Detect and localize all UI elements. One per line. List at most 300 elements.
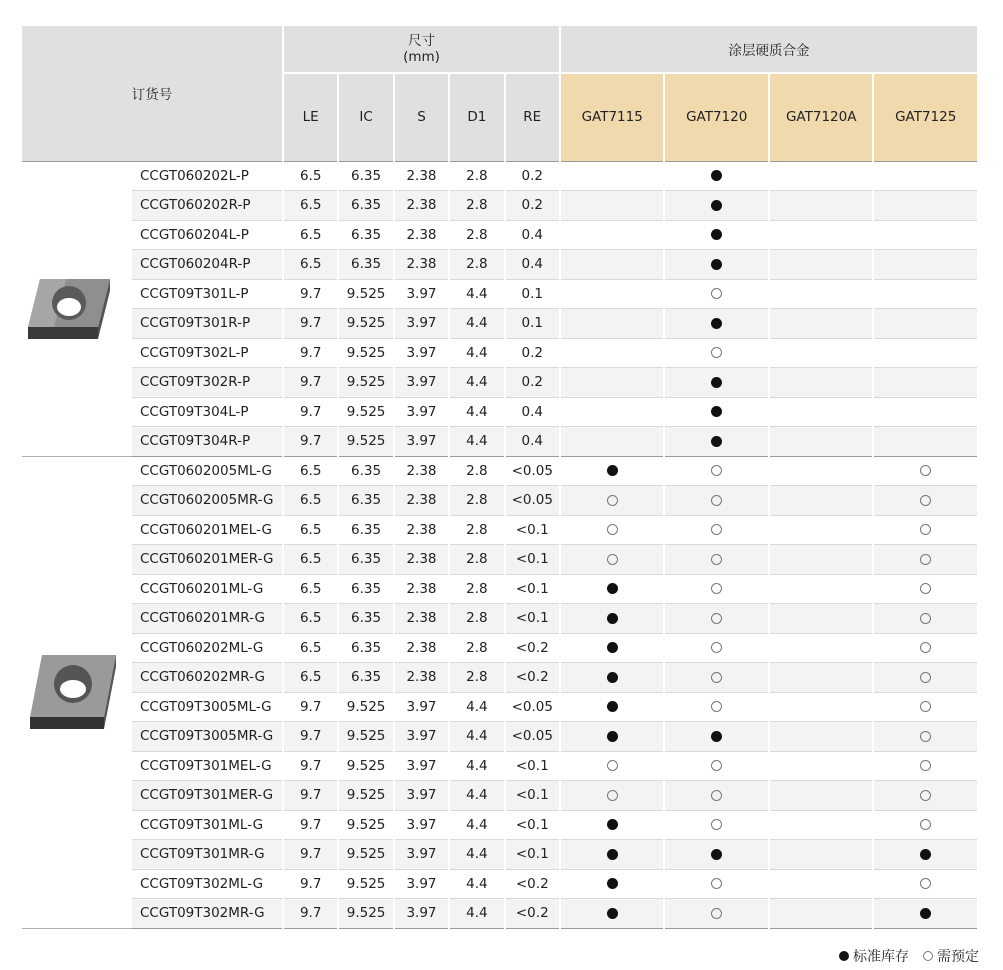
grade-cell-gat7120: [664, 604, 769, 634]
re-cell: <0.2: [505, 869, 560, 899]
grade-cell-gat7125: [873, 220, 978, 250]
col-header-gat7125: GAT7125: [873, 73, 978, 161]
s-cell: 2.38: [394, 663, 449, 693]
open-dot-icon: [920, 760, 931, 771]
product-table: [22, 26, 979, 929]
open-dot-icon: [920, 465, 931, 476]
ic-cell: 6.35: [338, 574, 393, 604]
le-cell: 6.5: [283, 220, 338, 250]
grade-cell-gat7120a: [769, 722, 874, 752]
grade-cell-gat7120a: [769, 781, 874, 811]
ic-cell: 9.525: [338, 309, 393, 339]
grade-cell-gat7120a: [769, 338, 874, 368]
grade-cell-gat7120a: [769, 279, 874, 309]
re-cell: <0.1: [505, 545, 560, 575]
grade-cell-gat7120: [664, 810, 769, 840]
re-cell: <0.1: [505, 810, 560, 840]
order-code-cell: CCGT09T301MER-G: [132, 781, 283, 811]
filled-dot-icon: [607, 642, 618, 653]
table-row: [22, 486, 978, 516]
order-code-cell: CCGT09T302MR-G: [132, 899, 283, 929]
s-cell: 2.38: [394, 250, 449, 280]
s-cell: 3.97: [394, 840, 449, 870]
ic-cell: 6.35: [338, 663, 393, 693]
filled-dot-icon: [607, 583, 618, 594]
col-header-gat7115: GAT7115: [560, 73, 665, 161]
order-code-cell: CCGT060204L-P: [132, 220, 283, 250]
grade-cell-gat7115: [560, 191, 665, 221]
order-code-cell: CCGT09T302R-P: [132, 368, 283, 398]
le-cell: 9.7: [283, 338, 338, 368]
re-cell: 0.1: [505, 279, 560, 309]
d1-cell: 2.8: [449, 456, 504, 486]
grade-cell-gat7115: [560, 279, 665, 309]
table-row: [22, 751, 978, 781]
ic-cell: 6.35: [338, 545, 393, 575]
open-dot-icon: [711, 760, 722, 771]
d1-cell: 4.4: [449, 810, 504, 840]
le-cell: 6.5: [283, 663, 338, 693]
s-cell: 3.97: [394, 397, 449, 427]
grade-cell-gat7125: [873, 840, 978, 870]
grade-cell-gat7120a: [769, 456, 874, 486]
legend-order: 需预定: [937, 949, 979, 965]
d1-cell: 4.4: [449, 869, 504, 899]
open-dot-icon: [607, 524, 618, 535]
open-dot-icon: [920, 554, 931, 565]
s-cell: 2.38: [394, 486, 449, 516]
ic-cell: 6.35: [338, 220, 393, 250]
re-cell: <0.05: [505, 722, 560, 752]
order-code-cell: CCGT0602005MR-G: [132, 486, 283, 516]
s-cell: 3.97: [394, 427, 449, 457]
grade-cell-gat7120: [664, 456, 769, 486]
grade-cell-gat7120: [664, 427, 769, 457]
s-cell: 3.97: [394, 279, 449, 309]
order-code-cell: CCGT060202MR-G: [132, 663, 283, 693]
table-row: [22, 191, 978, 221]
col-header-le: LE: [283, 73, 338, 161]
open-dot-icon: [607, 495, 618, 506]
filled-dot-icon: [607, 849, 618, 860]
grade-cell-gat7125: [873, 309, 978, 339]
open-dot-icon: [607, 790, 618, 801]
filled-dot-icon: [711, 318, 722, 329]
grade-cell-gat7115: [560, 781, 665, 811]
le-cell: 6.5: [283, 191, 338, 221]
grade-cell-gat7120a: [769, 604, 874, 634]
open-dot-icon: [711, 642, 722, 653]
grade-cell-gat7115: [560, 899, 665, 929]
table-row: [22, 574, 978, 604]
re-cell: 0.1: [505, 309, 560, 339]
s-cell: 3.97: [394, 751, 449, 781]
grade-cell-gat7115: [560, 161, 665, 191]
re-cell: <0.05: [505, 692, 560, 722]
re-cell: 0.4: [505, 220, 560, 250]
d1-cell: 4.4: [449, 692, 504, 722]
filled-dot-icon: [607, 731, 618, 742]
order-code-cell: CCGT09T3005ML-G: [132, 692, 283, 722]
table-row: [22, 692, 978, 722]
grade-cell-gat7120a: [769, 397, 874, 427]
d1-cell: 4.4: [449, 279, 504, 309]
open-dot-icon: [711, 347, 722, 358]
le-cell: 6.5: [283, 161, 338, 191]
d1-cell: 2.8: [449, 574, 504, 604]
grade-cell-gat7125: [873, 427, 978, 457]
filled-dot-icon: [711, 436, 722, 447]
table-row: [22, 633, 978, 663]
ccgt-g-insert-icon: [22, 651, 132, 733]
grade-cell-gat7115: [560, 574, 665, 604]
ic-cell: 9.525: [338, 810, 393, 840]
grade-cell-gat7115: [560, 751, 665, 781]
s-cell: 2.38: [394, 574, 449, 604]
s-cell: 2.38: [394, 545, 449, 575]
table-row: [22, 279, 978, 309]
open-dot-icon: [711, 878, 722, 889]
open-dot-icon: [711, 583, 722, 594]
order-code-cell: CCGT09T302ML-G: [132, 869, 283, 899]
grade-cell-gat7120a: [769, 250, 874, 280]
re-cell: <0.2: [505, 633, 560, 663]
order-code-cell: CCGT060201MEL-G: [132, 515, 283, 545]
filled-dot-icon: [607, 908, 618, 919]
d1-cell: 2.8: [449, 161, 504, 191]
col-header-gat7120a: GAT7120A: [769, 73, 874, 161]
grade-cell-gat7120a: [769, 663, 874, 693]
grade-cell-gat7115: [560, 810, 665, 840]
grade-cell-gat7120: [664, 309, 769, 339]
grade-cell-gat7120a: [769, 161, 874, 191]
open-dot-icon: [711, 908, 722, 919]
grade-cell-gat7125: [873, 397, 978, 427]
grade-cell-gat7115: [560, 427, 665, 457]
col-header-s: S: [394, 73, 449, 161]
open-dot-icon: [923, 951, 933, 961]
d1-cell: 2.8: [449, 604, 504, 634]
grade-cell-gat7120a: [769, 692, 874, 722]
d1-cell: 4.4: [449, 899, 504, 929]
order-code-cell: CCGT09T301L-P: [132, 279, 283, 309]
grade-cell-gat7115: [560, 604, 665, 634]
dimensions-header: [283, 26, 560, 73]
col-header-re: RE: [505, 73, 560, 161]
table-row: [22, 663, 978, 693]
grade-cell-gat7120a: [769, 869, 874, 899]
open-dot-icon: [711, 524, 722, 535]
table-row: [22, 869, 978, 899]
grade-cell-gat7115: [560, 869, 665, 899]
order-code-cell: CCGT09T301ML-G: [132, 810, 283, 840]
filled-dot-icon: [711, 200, 722, 211]
ic-cell: 9.525: [338, 692, 393, 722]
open-dot-icon: [920, 613, 931, 624]
ic-cell: 9.525: [338, 869, 393, 899]
re-cell: <0.1: [505, 515, 560, 545]
d1-cell: 4.4: [449, 781, 504, 811]
s-cell: 2.38: [394, 161, 449, 191]
table-row: [22, 781, 978, 811]
order-code-cell: CCGT060202L-P: [132, 161, 283, 191]
re-cell: <0.2: [505, 663, 560, 693]
grade-cell-gat7125: [873, 191, 978, 221]
grade-cell-gat7120: [664, 722, 769, 752]
s-cell: 3.97: [394, 692, 449, 722]
grade-cell-gat7115: [560, 486, 665, 516]
grade-cell-gat7115: [560, 663, 665, 693]
grade-cell-gat7115: [560, 840, 665, 870]
re-cell: <0.1: [505, 604, 560, 634]
d1-cell: 4.4: [449, 427, 504, 457]
ic-cell: 6.35: [338, 486, 393, 516]
filled-dot-icon: [607, 465, 618, 476]
filled-dot-icon: [607, 878, 618, 889]
d1-cell: 2.8: [449, 633, 504, 663]
table-row: [22, 250, 978, 280]
table-row: [22, 397, 978, 427]
grade-cell-gat7115: [560, 633, 665, 663]
ccgt-p-insert-icon: [22, 269, 132, 349]
re-cell: 0.4: [505, 397, 560, 427]
table-row: [22, 722, 978, 752]
filled-dot-icon: [711, 170, 722, 181]
order-code-cell: CCGT060201MER-G: [132, 545, 283, 575]
grade-cell-gat7125: [873, 486, 978, 516]
open-dot-icon: [920, 819, 931, 830]
grade-cell-gat7120a: [769, 427, 874, 457]
grade-cell-gat7125: [873, 781, 978, 811]
grade-cell-gat7125: [873, 515, 978, 545]
s-cell: 3.97: [394, 368, 449, 398]
le-cell: 6.5: [283, 486, 338, 516]
re-cell: 0.4: [505, 427, 560, 457]
grade-cell-gat7120: [664, 869, 769, 899]
le-cell: 6.5: [283, 604, 338, 634]
le-cell: 9.7: [283, 869, 338, 899]
grade-cell-gat7115: [560, 250, 665, 280]
grade-cell-gat7120: [664, 633, 769, 663]
order-number-header: 订货号: [22, 26, 283, 161]
d1-cell: 2.8: [449, 220, 504, 250]
insert-image-p: [22, 161, 132, 456]
grade-cell-gat7115: [560, 220, 665, 250]
le-cell: 9.7: [283, 368, 338, 398]
ic-cell: 6.35: [338, 515, 393, 545]
d1-cell: 2.8: [449, 545, 504, 575]
d1-cell: 2.8: [449, 250, 504, 280]
grade-cell-gat7120: [664, 279, 769, 309]
d1-cell: 4.4: [449, 368, 504, 398]
le-cell: 9.7: [283, 810, 338, 840]
open-dot-icon: [920, 583, 931, 594]
open-dot-icon: [711, 790, 722, 801]
grade-cell-gat7115: [560, 309, 665, 339]
ic-cell: 9.525: [338, 338, 393, 368]
filled-dot-icon: [920, 849, 931, 860]
grade-cell-gat7120: [664, 840, 769, 870]
le-cell: 9.7: [283, 692, 338, 722]
col-header-d1: D1: [449, 73, 504, 161]
re-cell: 0.2: [505, 191, 560, 221]
grade-cell-gat7120: [664, 486, 769, 516]
open-dot-icon: [920, 878, 931, 889]
ic-cell: 9.525: [338, 751, 393, 781]
open-dot-icon: [711, 554, 722, 565]
s-cell: 2.38: [394, 456, 449, 486]
grade-cell-gat7120: [664, 574, 769, 604]
grade-cell-gat7125: [873, 456, 978, 486]
grade-cell-gat7115: [560, 456, 665, 486]
re-cell: 0.2: [505, 161, 560, 191]
open-dot-icon: [607, 760, 618, 771]
ic-cell: 6.35: [338, 456, 393, 486]
grade-cell-gat7120: [664, 899, 769, 929]
grade-cell-gat7125: [873, 722, 978, 752]
table-row: [22, 220, 978, 250]
d1-cell: 2.8: [449, 515, 504, 545]
open-dot-icon: [711, 613, 722, 624]
grade-cell-gat7120a: [769, 515, 874, 545]
d1-cell: 2.8: [449, 663, 504, 693]
grade-cell-gat7125: [873, 810, 978, 840]
s-cell: 3.97: [394, 722, 449, 752]
s-cell: 3.97: [394, 309, 449, 339]
filled-dot-icon: [607, 672, 618, 683]
s-cell: 2.38: [394, 220, 449, 250]
order-code-cell: CCGT09T302L-P: [132, 338, 283, 368]
table-body: [22, 161, 978, 928]
grade-cell-gat7120a: [769, 574, 874, 604]
le-cell: 6.5: [283, 545, 338, 575]
order-code-cell: CCGT0602005ML-G: [132, 456, 283, 486]
le-cell: 9.7: [283, 397, 338, 427]
table-row: [22, 368, 978, 398]
le-cell: 9.7: [283, 279, 338, 309]
open-dot-icon: [920, 524, 931, 535]
s-cell: 2.38: [394, 515, 449, 545]
le-cell: 9.7: [283, 840, 338, 870]
grade-cell-gat7115: [560, 368, 665, 398]
ic-cell: 6.35: [338, 250, 393, 280]
open-dot-icon: [920, 495, 931, 506]
coating-header: 涂层硬质合金: [560, 26, 978, 73]
s-cell: 3.97: [394, 810, 449, 840]
s-cell: 2.38: [394, 633, 449, 663]
grade-cell-gat7120a: [769, 486, 874, 516]
grade-cell-gat7125: [873, 250, 978, 280]
grade-cell-gat7120a: [769, 545, 874, 575]
d1-cell: 2.8: [449, 191, 504, 221]
table-row: [22, 810, 978, 840]
re-cell: <0.05: [505, 456, 560, 486]
grade-cell-gat7120: [664, 397, 769, 427]
grade-cell-gat7125: [873, 279, 978, 309]
dimensions-title: 尺寸: [407, 33, 435, 49]
grade-cell-gat7125: [873, 633, 978, 663]
grade-cell-gat7125: [873, 604, 978, 634]
grade-cell-gat7120: [664, 751, 769, 781]
re-cell: <0.1: [505, 574, 560, 604]
open-dot-icon: [920, 701, 931, 712]
le-cell: 9.7: [283, 722, 338, 752]
open-dot-icon: [920, 731, 931, 742]
order-code-cell: CCGT09T304L-P: [132, 397, 283, 427]
d1-cell: 4.4: [449, 722, 504, 752]
grade-cell-gat7120: [664, 368, 769, 398]
grade-cell-gat7115: [560, 545, 665, 575]
s-cell: 3.97: [394, 781, 449, 811]
filled-dot-icon: [711, 731, 722, 742]
order-code-cell: CCGT09T3005MR-G: [132, 722, 283, 752]
grade-cell-gat7125: [873, 338, 978, 368]
grade-cell-gat7120a: [769, 810, 874, 840]
s-cell: 3.97: [394, 338, 449, 368]
grade-cell-gat7120a: [769, 220, 874, 250]
open-dot-icon: [711, 465, 722, 476]
order-code-cell: CCGT09T301MR-G: [132, 840, 283, 870]
order-code-cell: CCGT060201ML-G: [132, 574, 283, 604]
re-cell: <0.1: [505, 840, 560, 870]
re-cell: <0.1: [505, 781, 560, 811]
ic-cell: 9.525: [338, 279, 393, 309]
d1-cell: 2.8: [449, 486, 504, 516]
grade-cell-gat7120a: [769, 899, 874, 929]
grade-cell-gat7115: [560, 515, 665, 545]
filled-dot-icon: [920, 908, 931, 919]
grade-cell-gat7125: [873, 899, 978, 929]
le-cell: 9.7: [283, 751, 338, 781]
filled-dot-icon: [711, 259, 722, 270]
open-dot-icon: [607, 554, 618, 565]
le-cell: 6.5: [283, 574, 338, 604]
grade-cell-gat7115: [560, 692, 665, 722]
filled-dot-icon: [711, 229, 722, 240]
le-cell: 9.7: [283, 781, 338, 811]
filled-dot-icon: [711, 406, 722, 417]
d1-cell: 4.4: [449, 338, 504, 368]
ic-cell: 6.35: [338, 161, 393, 191]
grade-cell-gat7125: [873, 574, 978, 604]
order-code-cell: CCGT09T304R-P: [132, 427, 283, 457]
grade-cell-gat7120a: [769, 751, 874, 781]
s-cell: 2.38: [394, 191, 449, 221]
legend: [839, 946, 979, 966]
open-dot-icon: [711, 495, 722, 506]
grade-cell-gat7120: [664, 191, 769, 221]
grade-cell-gat7120a: [769, 191, 874, 221]
grade-cell-gat7125: [873, 545, 978, 575]
grade-cell-gat7120: [664, 161, 769, 191]
filled-dot-icon: [607, 819, 618, 830]
ic-cell: 9.525: [338, 899, 393, 929]
re-cell: 0.4: [505, 250, 560, 280]
table-row: [22, 604, 978, 634]
grade-cell-gat7120a: [769, 368, 874, 398]
grade-cell-gat7115: [560, 338, 665, 368]
grade-cell-gat7120a: [769, 309, 874, 339]
s-cell: 3.97: [394, 869, 449, 899]
d1-cell: 4.4: [449, 309, 504, 339]
open-dot-icon: [711, 672, 722, 683]
grade-cell-gat7115: [560, 397, 665, 427]
dimensions-unit: (mm): [403, 49, 440, 65]
order-code-cell: CCGT060202R-P: [132, 191, 283, 221]
open-dot-icon: [711, 288, 722, 299]
col-header-ic: IC: [338, 73, 393, 161]
filled-dot-icon: [711, 849, 722, 860]
